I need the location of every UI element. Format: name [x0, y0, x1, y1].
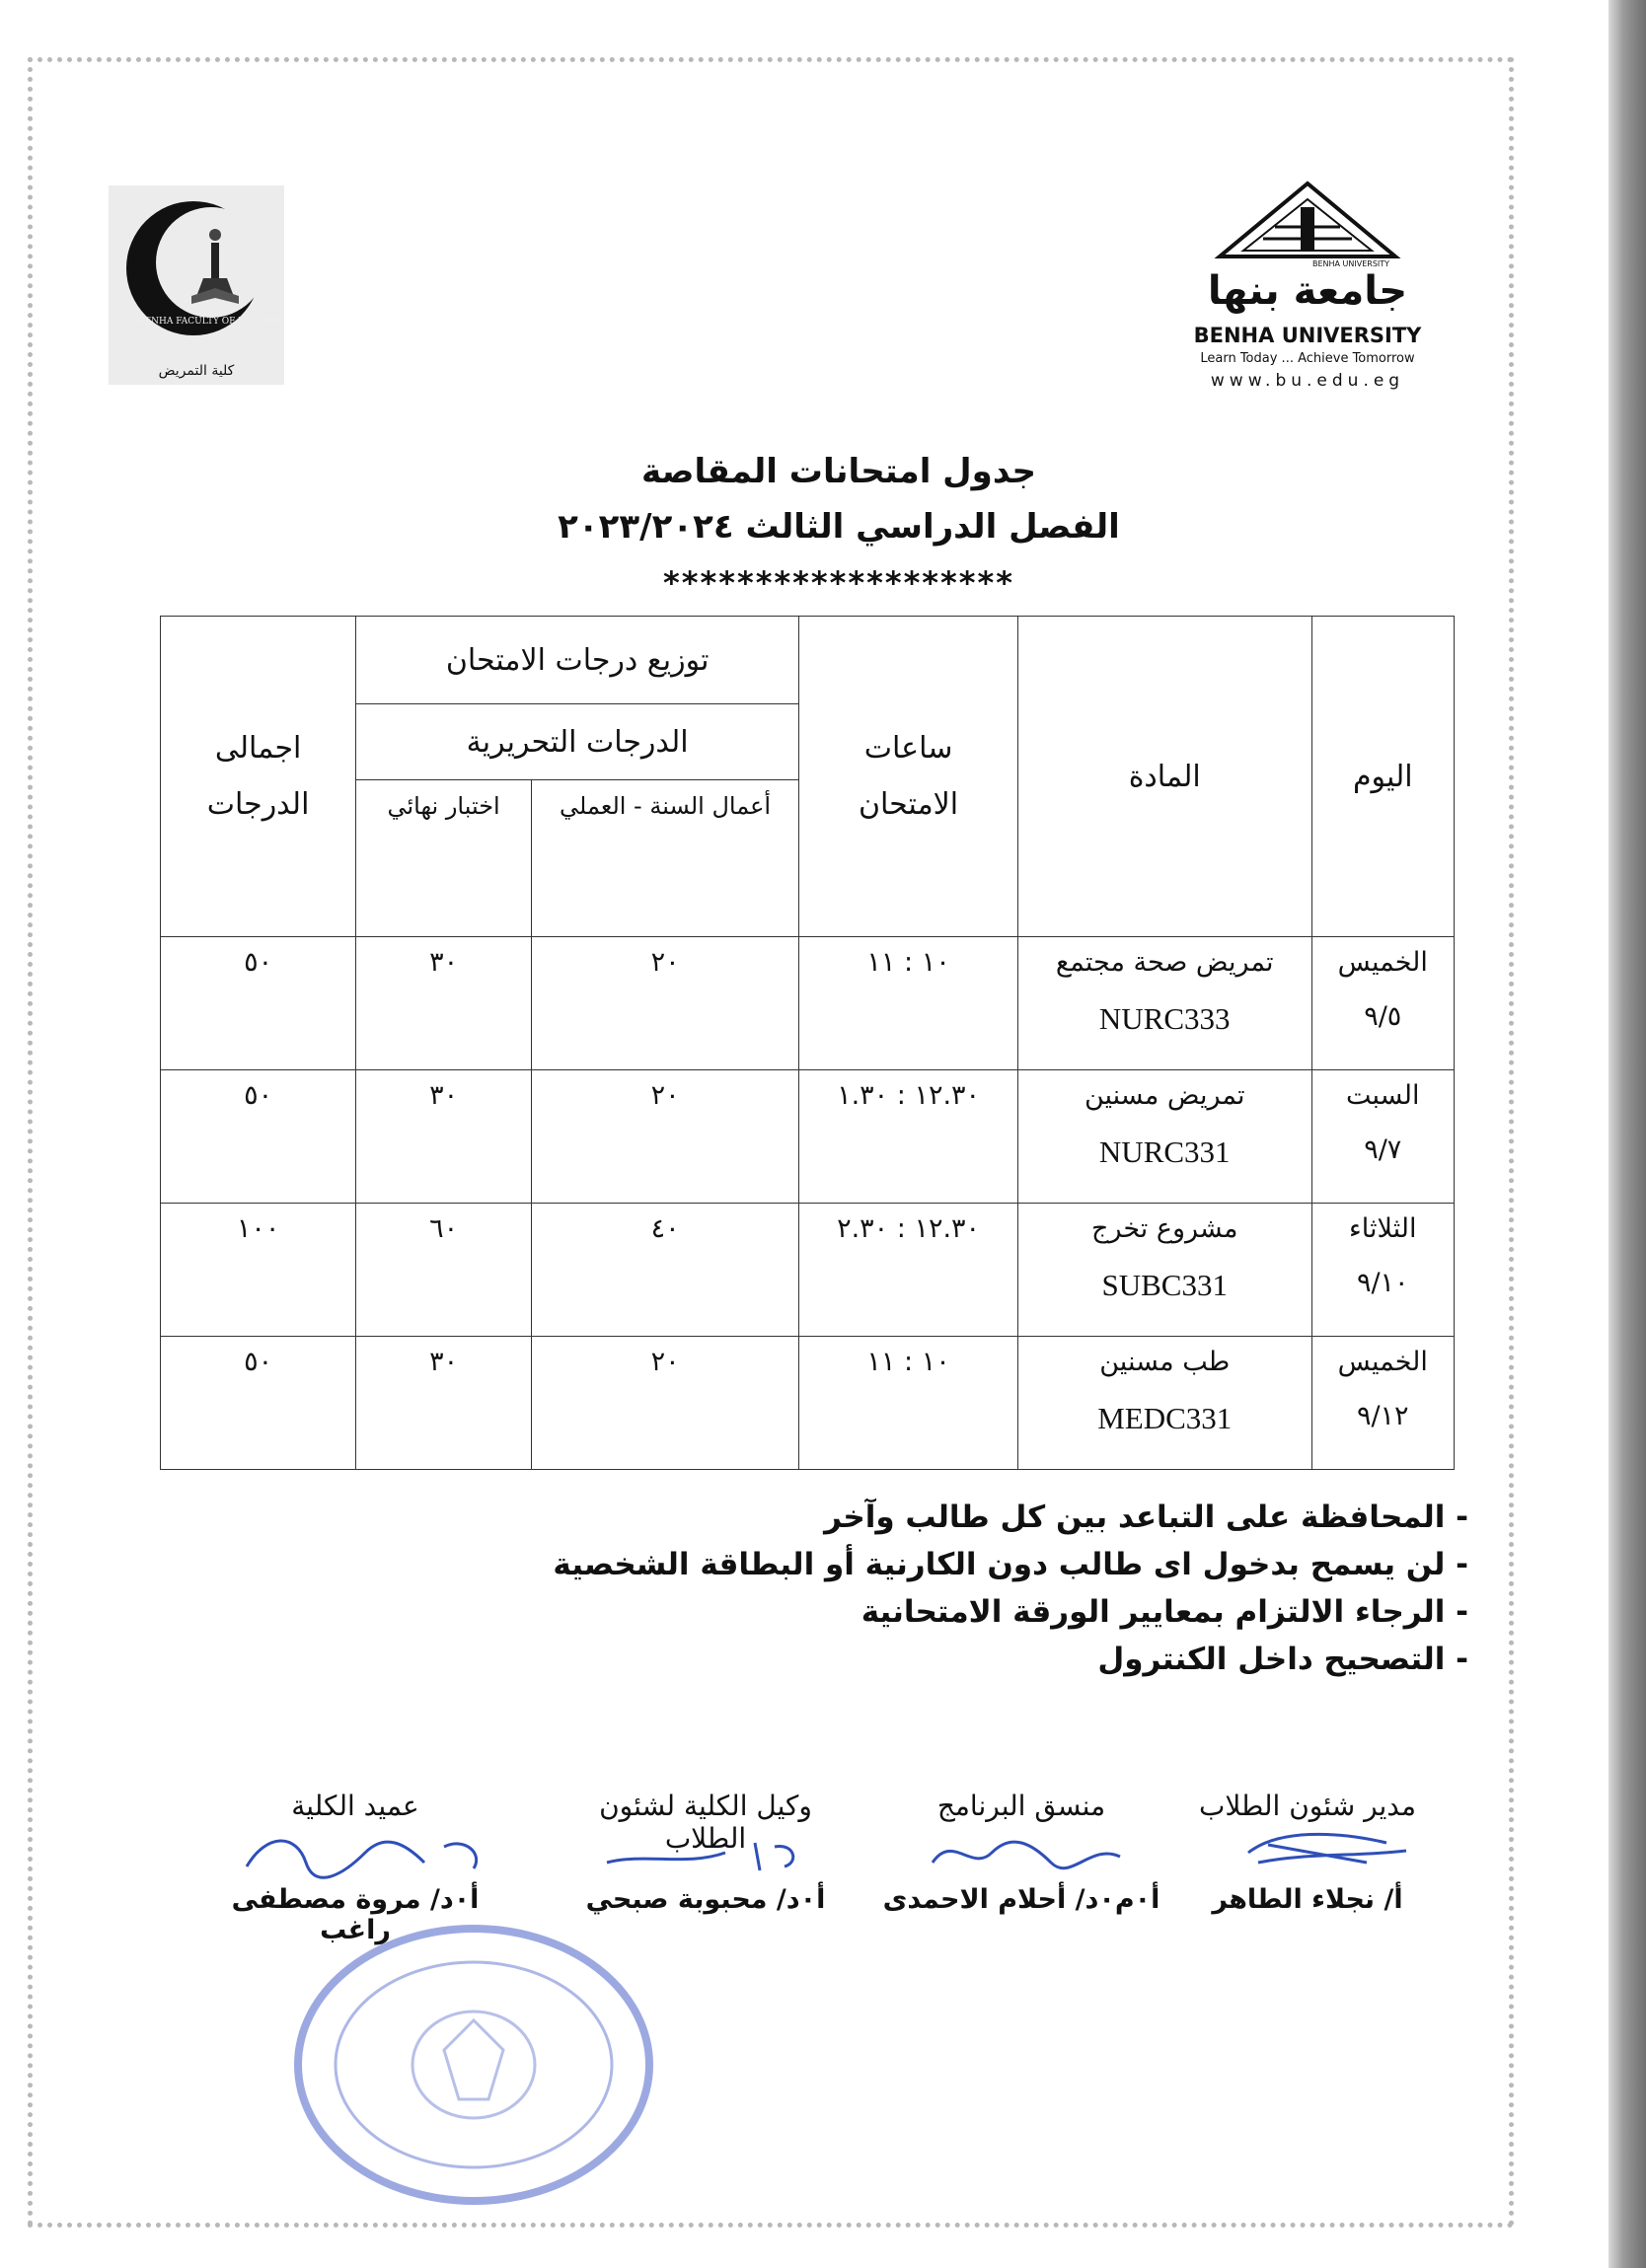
exam-time: ١٢.٣٠ : ٢.٣٠ — [837, 1213, 981, 1244]
total-grade: ٥٠ — [244, 947, 273, 978]
cell-total — [161, 1070, 356, 1204]
star-divider: ******************* — [663, 564, 1014, 602]
year-work-grade: ٢٠ — [650, 947, 680, 978]
table-row — [161, 1337, 1455, 1470]
year-work-grade: ٢٠ — [650, 1080, 680, 1111]
cell-final — [356, 937, 532, 1070]
header-exam-hours-line2: الامتحان — [859, 787, 959, 822]
signatory-title: مدير شئون الطلاب — [1198, 1790, 1417, 1822]
cell-exam-time — [799, 1070, 1018, 1204]
total-grade: ٥٠ — [244, 1347, 273, 1377]
header-final-exam: اختبار نهائي — [356, 780, 532, 937]
header-grade-distribution: توزيع درجات الامتحان — [356, 617, 799, 704]
table-row — [161, 937, 1455, 1070]
header-exam-hours — [799, 617, 1018, 937]
subject-code: NURC333 — [1098, 1001, 1231, 1036]
cell-exam-time — [799, 937, 1018, 1070]
subject-name: طب مسنين — [1099, 1347, 1231, 1377]
cell-total — [161, 937, 356, 1070]
cell-day — [1311, 1204, 1455, 1337]
signatory-name: أ٠د/ مروة مصطفى راغب — [231, 1884, 480, 1945]
instruction-item: - التصحيح داخل الكنترول — [1097, 1642, 1468, 1677]
subject-code: SUBC331 — [1101, 1268, 1228, 1302]
instruction-item: - المحافظة على التباعد بين كل طالب وآخر — [824, 1500, 1468, 1535]
final-grade: ٣٠ — [429, 1347, 459, 1377]
university-url: www.bu.edu.eg — [1210, 371, 1405, 391]
day-name: الثلاثاء — [1349, 1213, 1417, 1244]
year-work-grade: ٢٠ — [650, 1347, 680, 1377]
handwritten-signature-icon — [903, 1823, 1140, 1882]
cell-subject — [1018, 1204, 1312, 1337]
exam-time: ١٠ : ١١ — [866, 947, 950, 978]
year-work-grade: ٤٠ — [650, 1213, 680, 1244]
cell-exam-time — [799, 1204, 1018, 1337]
subject-name: تمريض مسنين — [1084, 1080, 1245, 1111]
semester-title: الفصل الدراسي الثالث ٢٠٢٣/٢٠٢٤ — [558, 507, 1120, 547]
cell-subject — [1018, 1337, 1312, 1470]
cell-total — [161, 1204, 356, 1337]
cell-final — [356, 1204, 532, 1337]
instruction-item: - الرجاء الالتزام بمعايير الورقة الامتحانية — [860, 1594, 1468, 1630]
cell-year-work — [532, 1337, 799, 1470]
header-day: اليوم — [1311, 617, 1455, 937]
table-row — [161, 1070, 1455, 1204]
cell-year-work — [532, 1204, 799, 1337]
cell-day — [1311, 1337, 1455, 1470]
handwritten-signature-icon — [1189, 1823, 1426, 1882]
signatory-name: أ٠م٠د/ أحلام الاحمدى — [882, 1884, 1160, 1915]
header-written-grades: الدرجات التحريرية — [356, 704, 799, 780]
subject-name: مشروع تخرج — [1091, 1213, 1238, 1244]
university-name-arabic: جامعة بنها — [1207, 268, 1408, 314]
header-subject: المادة — [1018, 617, 1312, 937]
day-date: ٩/١٠ — [1356, 1268, 1409, 1298]
day-name: الخميس — [1337, 1347, 1428, 1377]
cell-subject — [1018, 937, 1312, 1070]
nursing-caption: كلية التمريض — [158, 363, 235, 379]
subject-code: NURC331 — [1098, 1134, 1231, 1169]
day-name: الخميس — [1337, 947, 1428, 978]
final-grade: ٦٠ — [429, 1213, 459, 1244]
final-grade: ٣٠ — [429, 1080, 459, 1111]
signature-program-coordinator — [873, 1790, 1169, 1915]
cell-subject — [1018, 1070, 1312, 1204]
header-total-line2: الدرجات — [206, 787, 310, 822]
university-name-english: BENHA UNIVERSITY — [1193, 324, 1422, 347]
signatory-title: عميد الكلية — [291, 1790, 419, 1822]
total-grade: ٥٠ — [244, 1080, 273, 1111]
signature-vice-dean — [558, 1790, 854, 1915]
cell-day — [1311, 1070, 1455, 1204]
cell-year-work — [532, 937, 799, 1070]
signature-student-affairs-director — [1160, 1790, 1456, 1915]
handwritten-signature-icon — [237, 1823, 513, 1882]
subject-code: MEDC331 — [1097, 1401, 1233, 1435]
signatory-name: أ٠د/ محبوبة صبحي — [585, 1884, 826, 1915]
cell-final — [356, 1337, 532, 1470]
instruction-item: - لن يسمح بدخول اى طالب دون الكارنية أو البطاقة الشخصية — [553, 1547, 1468, 1582]
page-title: جدول امتحانات المقاصة — [641, 452, 1036, 491]
nursing-faculty-logo — [109, 185, 284, 385]
handwritten-signature-icon — [587, 1823, 824, 1882]
benha-university-logo — [1164, 178, 1451, 395]
signatory-title: وكيل الكلية لشئون الطلاب — [599, 1790, 812, 1855]
cell-year-work — [532, 1070, 799, 1204]
cell-day — [1311, 937, 1455, 1070]
header-total-line1: اجمالى — [214, 731, 302, 766]
cell-exam-time — [799, 1337, 1018, 1470]
signature-dean — [207, 1790, 503, 1945]
university-emblem-icon — [1164, 178, 1451, 268]
header-exam-hours-line1: ساعات — [863, 731, 953, 766]
crescent-seal-icon — [109, 185, 284, 353]
day-name: السبت — [1346, 1080, 1420, 1111]
seal-small-text: BENHA UNIVERSITY — [1312, 259, 1390, 268]
subject-name: تمريض صحة مجتمع — [1055, 947, 1274, 978]
final-grade: ٣٠ — [429, 947, 459, 978]
cell-total — [161, 1337, 356, 1470]
signatory-name: أ/ نجلاء الطاهر — [1212, 1884, 1403, 1915]
header-year-work: أعمال السنة - العملي — [532, 780, 799, 937]
nursing-seal-text: BENHA FACULTY OF NURSING — [138, 317, 284, 327]
total-grade: ١٠٠ — [236, 1213, 280, 1244]
exam-instructions — [553, 1494, 1468, 1683]
table-row — [161, 1204, 1455, 1337]
exam-time: ١٠ : ١١ — [866, 1347, 950, 1377]
official-stamp-icon — [276, 1912, 671, 2218]
scan-edge — [1609, 0, 1646, 2268]
exam-time: ١٢.٣٠ : ١.٣٠ — [837, 1080, 981, 1111]
cell-final — [356, 1070, 532, 1204]
header-total-grades — [161, 617, 356, 937]
day-date: ٩/٧ — [1364, 1134, 1402, 1165]
exam-schedule-table — [160, 616, 1455, 1470]
day-date: ٩/١٢ — [1356, 1401, 1409, 1431]
university-tagline: Learn Today ... Achieve Tomorrow — [1200, 351, 1415, 366]
day-date: ٩/٥ — [1364, 1001, 1402, 1032]
signatory-title: منسق البرنامج — [936, 1790, 1106, 1822]
